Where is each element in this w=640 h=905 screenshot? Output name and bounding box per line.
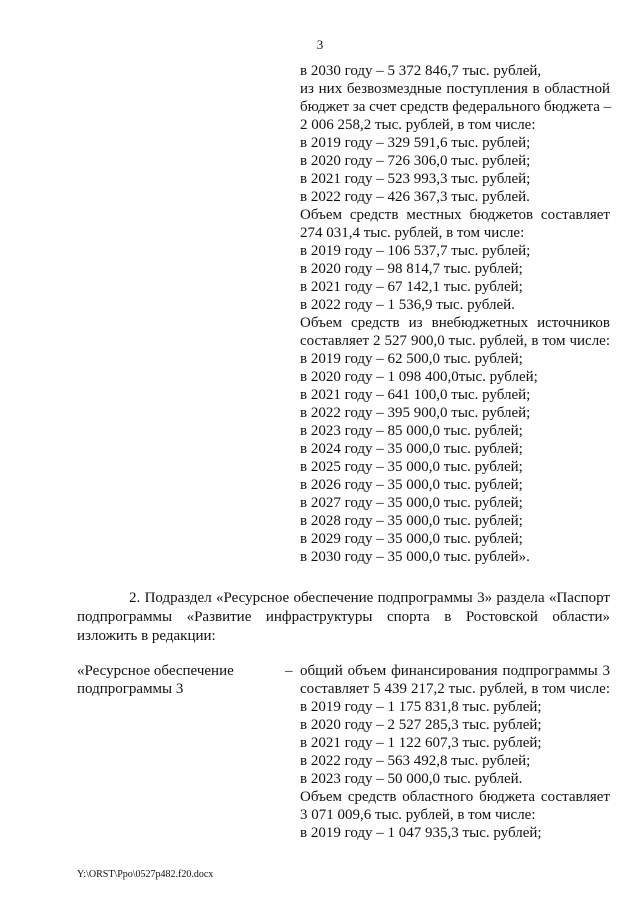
text-line: в 2025 году – 35 000,0 тыс. рублей;	[300, 459, 523, 475]
text-line: в 2021 году – 641 100,0 тыс. рублей;	[300, 387, 531, 403]
text-line: в 2022 году – 563 492,8 тыс. рублей;	[300, 753, 531, 769]
text-line: 3 071 009,6 тыс. рублей, в том числе:	[300, 807, 536, 823]
text-line: в 2021 году – 67 142,1 тыс. рублей;	[300, 279, 523, 295]
section-2-paragraph	[77, 589, 610, 646]
text-line: в 2020 году – 2 527 285,3 тыс. рублей;	[300, 717, 542, 733]
text-line: подпрограммы 3	[77, 681, 184, 697]
text-line: в 2027 году – 35 000,0 тыс. рублей;	[300, 495, 523, 511]
resource-label	[77, 662, 267, 698]
footer-file-path: Y:\ORST\Ppo\0527p482.f20.docx	[77, 869, 214, 880]
text-line: составляет 5 439 217,2 тыс. рублей, в том числе:	[300, 681, 610, 697]
text-line: в 2023 году – 85 000,0 тыс. рублей;	[300, 423, 523, 439]
text-line: в 2019 году – 329 591,6 тыс. рублей;	[300, 135, 531, 151]
text-line: бюджет за счет средств федерального бюджета –	[300, 99, 612, 115]
text-line: в 2020 году – 726 306,0 тыс. рублей;	[300, 153, 531, 169]
text-line: в 2020 году – 1 098 400,0тыс. рублей;	[300, 369, 538, 385]
text-line: из них безвозмездные поступления в областной	[300, 81, 610, 97]
text-line: 2. Подраздел «Ресурсное обеспечение подпрограммы 3» раздела «Паспорт	[129, 590, 610, 606]
text-line: в 2026 году – 35 000,0 тыс. рублей;	[300, 477, 523, 493]
text-line: в 2021 году – 523 993,3 тыс. рублей;	[300, 171, 531, 187]
text-line: в 2019 году – 106 537,7 тыс. рублей;	[300, 243, 531, 259]
text-line: в 2024 году – 35 000,0 тыс. рублей;	[300, 441, 523, 457]
text-line: общий объем финансирования подпрограммы 3	[300, 663, 610, 679]
text-line: в 2029 году – 35 000,0 тыс. рублей;	[300, 531, 523, 547]
resource-details	[300, 662, 610, 842]
text-line: в 2019 году – 1 047 935,3 тыс. рублей;	[300, 825, 542, 841]
dash-separator: –	[285, 663, 293, 679]
page-number: 3	[316, 37, 324, 52]
text-line: в 2019 году – 1 175 831,8 тыс. рублей;	[300, 699, 542, 715]
text-line: в 2023 году – 50 000,0 тыс. рублей.	[300, 771, 523, 787]
text-line: 2 006 258,2 тыс. рублей, в том числе:	[300, 117, 536, 133]
text-line: в 2021 году – 1 122 607,3 тыс. рублей;	[300, 735, 542, 751]
text-line: 274 031,4 тыс. рублей, в том числе:	[300, 225, 525, 241]
text-line: составляет 2 527 900,0 тыс. рублей, в том числе:	[300, 333, 610, 349]
text-line: Объем средств из внебюджетных источников	[300, 315, 610, 331]
text-line: изложить в редакции:	[77, 628, 216, 644]
text-line: в 2020 году – 98 814,7 тыс. рублей;	[300, 261, 523, 277]
text-line: подпрограммы «Развитие инфраструктуры спорта в Ростовской области»	[77, 609, 610, 625]
text-line: в 2022 году – 426 367,3 тыс. рублей.	[300, 189, 530, 205]
financing-continuation	[300, 62, 610, 566]
text-line: в 2019 году – 62 500,0 тыс. рублей;	[300, 351, 523, 367]
text-line: в 2030 году – 35 000,0 тыс. рублей».	[300, 549, 530, 565]
text-line: в 2022 году – 1 536,9 тыс. рублей.	[300, 297, 515, 313]
text-line: «Ресурсное обеспечение	[77, 663, 234, 679]
text-line: в 2022 году – 395 900,0 тыс. рублей;	[300, 405, 531, 421]
text-line: Объем средств местных бюджетов составляет	[300, 207, 610, 223]
text-line: в 2028 году – 35 000,0 тыс. рублей;	[300, 513, 523, 529]
text-line: Объем средств областного бюджета составляет	[300, 789, 610, 805]
text-line: в 2030 году – 5 372 846,7 тыс. рублей,	[300, 63, 542, 79]
